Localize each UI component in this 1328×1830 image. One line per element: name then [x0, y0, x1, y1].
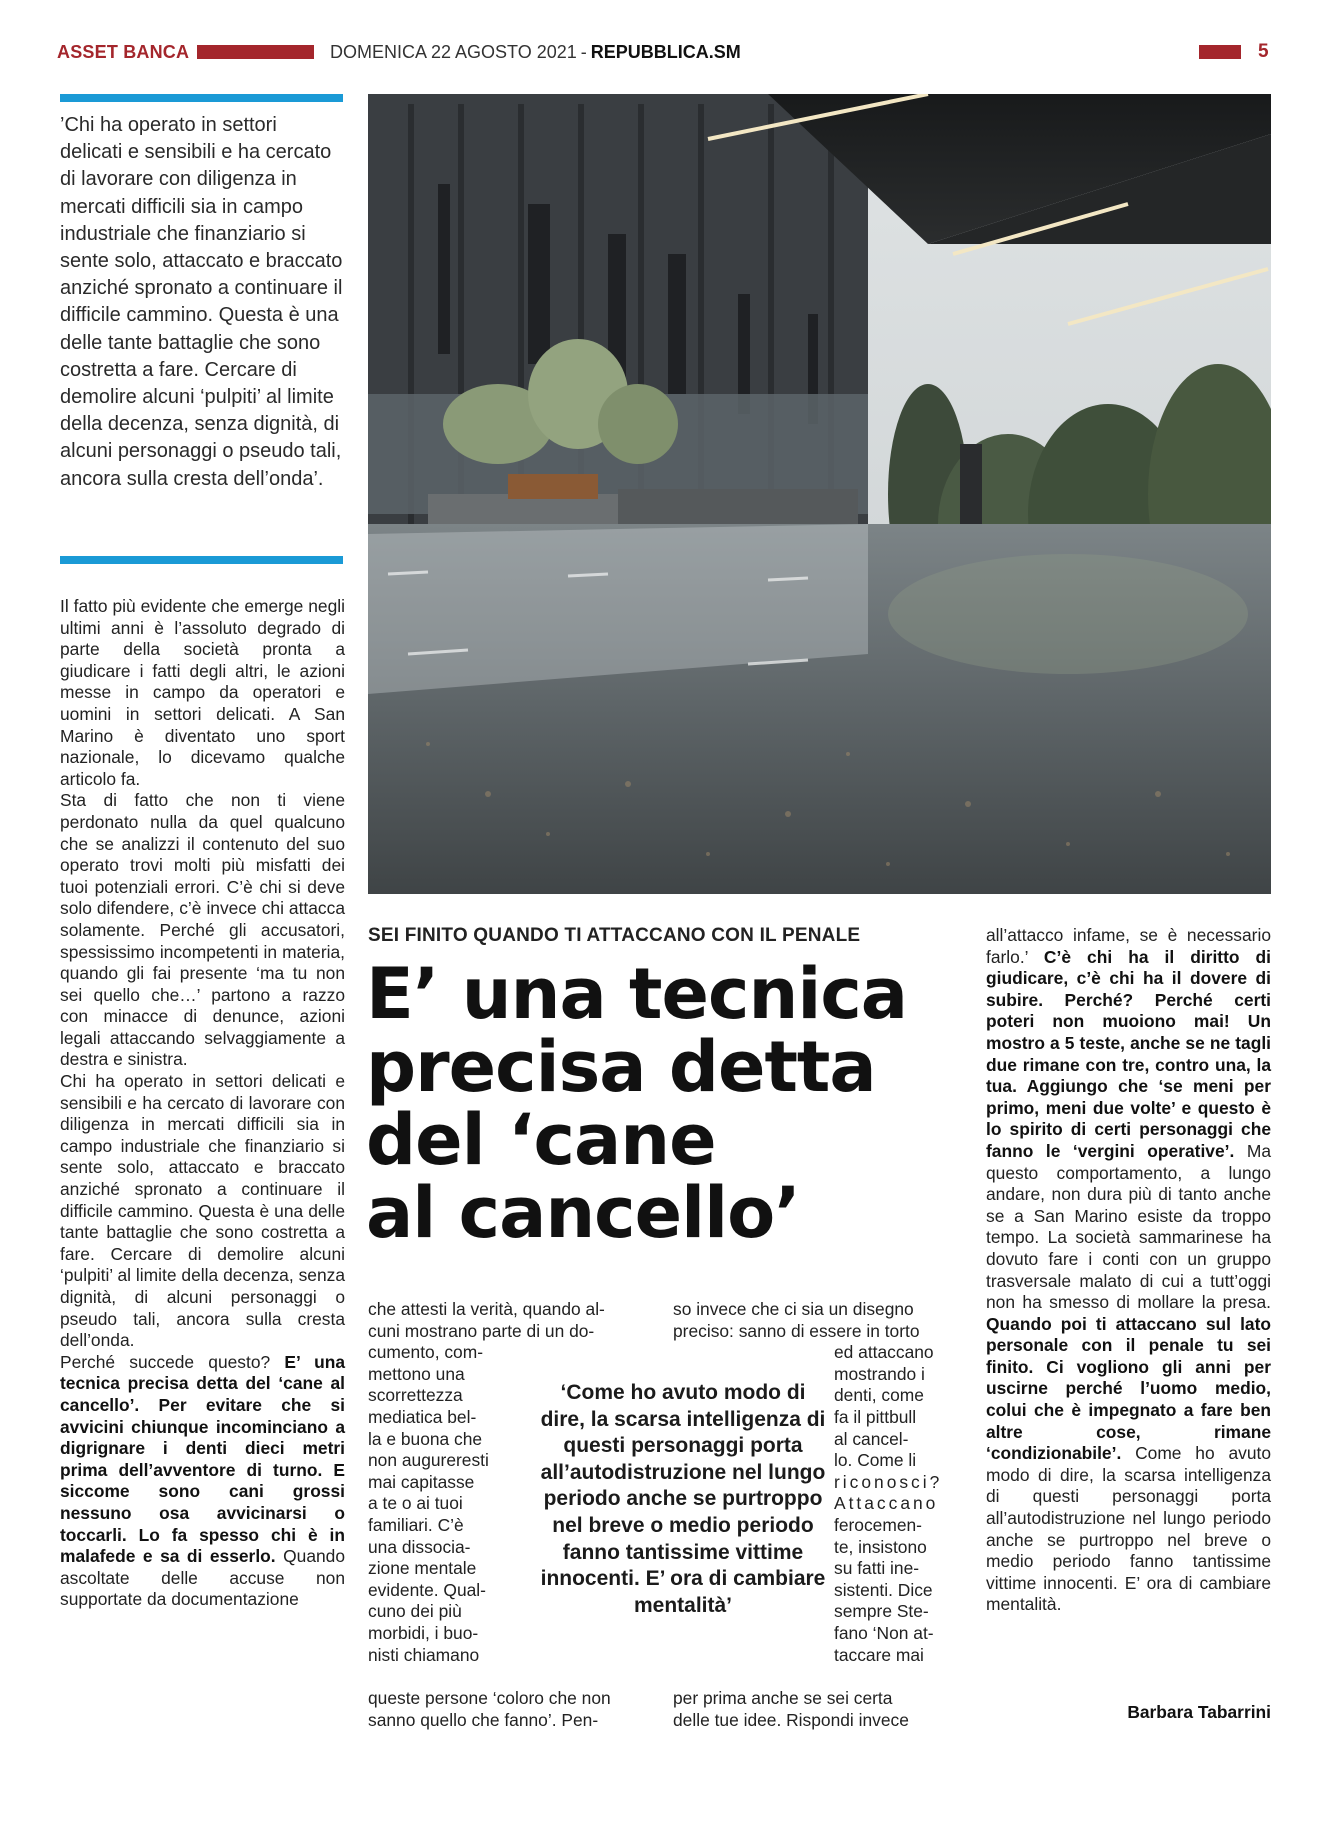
text-run: Ma questo comportamento, a lungo andare, non dura più di tanto anche se a San Marino esiste da troppo tempo. La società sammarinese ha dovuto fare i conti con un gruppo trasversale malato di cui a tutt’oggi non ha smesso di mollare la presa.: [986, 1140, 1271, 1313]
text-line: riconosci?: [834, 1471, 943, 1492]
text-line: fano ‘Non at-: [834, 1622, 934, 1643]
text-line: denti, come: [834, 1385, 924, 1406]
article-column-middle-1-bottom: [368, 1688, 650, 1731]
page-number: 5: [1258, 41, 1269, 62]
header-rule-left: [197, 45, 314, 59]
text-line: mostrando i: [834, 1363, 925, 1384]
text-line: che attesti la verità, quando al-: [368, 1299, 605, 1319]
headline-line: E’ una tecnica: [366, 953, 908, 1035]
text-line: cuno dei più: [368, 1601, 462, 1622]
text-line: a te o ai tuoi: [368, 1493, 463, 1514]
text-line: evidente. Qual-: [368, 1579, 486, 1600]
text-line: mai capitasse: [368, 1471, 475, 1492]
text-line: sanno quello che fanno’. Pen-: [368, 1709, 599, 1730]
text-line: taccare mai: [834, 1644, 924, 1665]
text-line: ferocemen-: [834, 1514, 922, 1535]
text-line: zione mentale: [368, 1558, 477, 1579]
headline-line: del ‘cane: [366, 1099, 716, 1181]
text-line: cuni mostrano parte di un do-: [368, 1320, 595, 1341]
text-line: so invece che ci sia un disegno: [673, 1299, 914, 1319]
article-headline: [366, 953, 926, 1254]
dateline-separator: -: [580, 42, 587, 62]
text-line: sempre Ste-: [834, 1601, 929, 1622]
article-column-middle-2-bottom: [673, 1688, 962, 1731]
text-line: per prima anche se sei certa: [673, 1688, 893, 1708]
text-line: sistenti. Dice: [834, 1579, 933, 1600]
text-line: mettono una: [368, 1363, 465, 1384]
pull-quote-top-rule: [60, 94, 343, 102]
article-photo: [368, 94, 1271, 894]
bold-text-run: Quando poi ti attaccano sul lato personale con il penale tu sei finito. Ci vogliono gli anni per uscirne perché l’uomo medio, colui che è impegnato a fare ben altre cose, rimane ‘condizionabile’.: [986, 1313, 1271, 1464]
text-line: preciso: sanno di essere in torto: [673, 1320, 920, 1341]
issue-date: DOMENICA 22 AGOSTO 2021: [330, 42, 577, 62]
text-line: lo. Come li: [834, 1450, 917, 1471]
text-line: ed attaccano: [834, 1342, 934, 1363]
publication-name: REPUBBLICA.SM: [590, 42, 741, 62]
bold-text-run: C’è chi ha il diritto di giudicare, c’è chi ha il dovere di subire. Perché? Perché certi poteri non muoiono mai! Un mostro a 5 teste, anche se ne tagli due rimane con tre, contro una, la tua. Aggiungo che ‘se meni per primo, meni due volte’ e questo è lo spirito di certi personaggi che fanno le ‘vergini operative’.: [986, 946, 1271, 1161]
text-line: morbidi, i buo-: [368, 1622, 479, 1643]
paragraph: Chi ha operato in settori delicati e sensibili e ha cercato di lavorare con diligenza in mercati difficili sia in campo industriale che finanziario si sente solo, attaccato e braccato anziché spronato a continuare il difficile cammino. Questa è una delle tante battaglie che sono costretta a fare. Cercare di demolire alcuni ‘pulpiti’ al limite della decenza, senza dignità, di alcuni personaggi o pseudo tali, ancora sulla cresta dell’onda.: [60, 1071, 345, 1351]
text-line: su fatti ine-: [834, 1558, 920, 1579]
article-column-left: [60, 596, 345, 1611]
text-line: fa il pittbull: [834, 1406, 917, 1427]
text-line: delle tue idee. Rispondi invece: [673, 1709, 909, 1730]
article-column-right: [986, 925, 1271, 1616]
text-line: nisti chiamano: [368, 1644, 480, 1665]
text-run: Perché succede questo?: [60, 1351, 285, 1372]
header-dateline: [330, 42, 741, 63]
text-line: familiari. C’è: [368, 1514, 464, 1535]
section-label: ASSET BANCA: [57, 42, 190, 62]
author-byline: Barbara Tabarrini: [1127, 1702, 1271, 1722]
paragraph: [986, 925, 1271, 1616]
text-line: non augureresti: [368, 1450, 489, 1471]
headline-line: precisa detta: [366, 1026, 876, 1108]
text-run: all’attacco infame, se è necessario farlo.’: [986, 925, 1271, 967]
wrapped-text-block: [368, 1342, 518, 1666]
bold-text-run: E’ una tecnica precisa detta del ‘cane al cancello’. Per evitare che si avvicini chiunque incominciano a digrignare i denti dieci metri prima dell’avventore di turno. E siccome sono cani grossi nessuno osa avvicinarsi o toccarli. Lo fa spesso chi è in malafede e sa di esserlo.: [60, 1351, 345, 1567]
text-line: queste persone ‘coloro che non: [368, 1688, 611, 1708]
paragraph: Il fatto più evidente che emerge negli ultimi anni è l’assoluto degrado di parte della società pronta a giudicare i fatti degli altri, le azioni messe in campo da operatori e uomini in settori delicati. A San Marino è diventato uno sport nazionale, lo dicevamo qualche articolo fa.: [60, 596, 345, 789]
header-rule-right: [1199, 45, 1241, 59]
text-run: Quando ascoltate delle accuse non supportate da documentazione: [60, 1546, 346, 1610]
text-line: Attaccano: [834, 1493, 939, 1514]
text-run: Come ho avuto modo di dire, la scarsa intelligenza di questi personaggi porta all’autodistruzione nel lungo periodo anche se purtroppo nel breve o medio periodo fanno tantissime vittime innocenti. E’ ora di cambiare mentalità.: [986, 1443, 1271, 1615]
article-kicker: SEI FINITO QUANDO TI ATTACCANO CON IL PENALE: [368, 925, 861, 946]
pull-quote-bottom-rule: [60, 556, 343, 564]
headline-line: al cancello’: [366, 1172, 800, 1254]
text-line: scorrettezza: [368, 1385, 463, 1406]
text-line: al cancel-: [834, 1428, 909, 1449]
building-photo-illustration: [368, 94, 1271, 894]
paragraph: Sta di fatto che non ti viene perdonato nulla da quel qualcuno che se analizzi il contenuto del suo operato trovi molti più misfatti dei tuoi potenziali errori. C’è chi si deve solo difendere, c’è invece chi attacca solamente. Perché gli accusatori, spessissimo incompetenti in materia, quando gli fai presente ‘ma tu non sei quello che…’ partono a razzo con minacce di denunce, azioni legali attaccando selvaggiamente a destra e sinistra.: [60, 790, 345, 1070]
text-line: la e buona che: [368, 1428, 483, 1449]
text-line: cumento, com-: [368, 1342, 484, 1363]
text-line: mediatica bel-: [368, 1406, 477, 1427]
paragraph: [60, 1352, 345, 1611]
wrapped-text-block: [834, 1342, 962, 1666]
text-line: te, insistono: [834, 1536, 927, 1557]
text-line: una dissocia-: [368, 1536, 471, 1557]
pull-quote-left: ’Chi ha operato in settori delicati e sensibili e ha cercato di lavorare con diligenza in mercati difficili sia in campo industriale che finanziario si sente solo, attaccato e braccato anziché spronato a continuare il difficile cammino. Questa è una delle tante battaglie che sono costretta a fare. Cercare di demolire alcuni ‘pulpiti’ al limite della decenza, senza dignità, di alcuni personaggi o pseudo tali, ancora sulla cresta dell’onda’.: [60, 114, 343, 490]
pull-quote-center: ‘Come ho avuto modo di dire, la scarsa intelligenza di questi personaggi porta all’autodistruzione nel lungo periodo anche se purtroppo nel breve o medio periodo fanno tantissime vittime innocenti. E’ ora di cambiare mentalità’: [540, 1381, 826, 1617]
